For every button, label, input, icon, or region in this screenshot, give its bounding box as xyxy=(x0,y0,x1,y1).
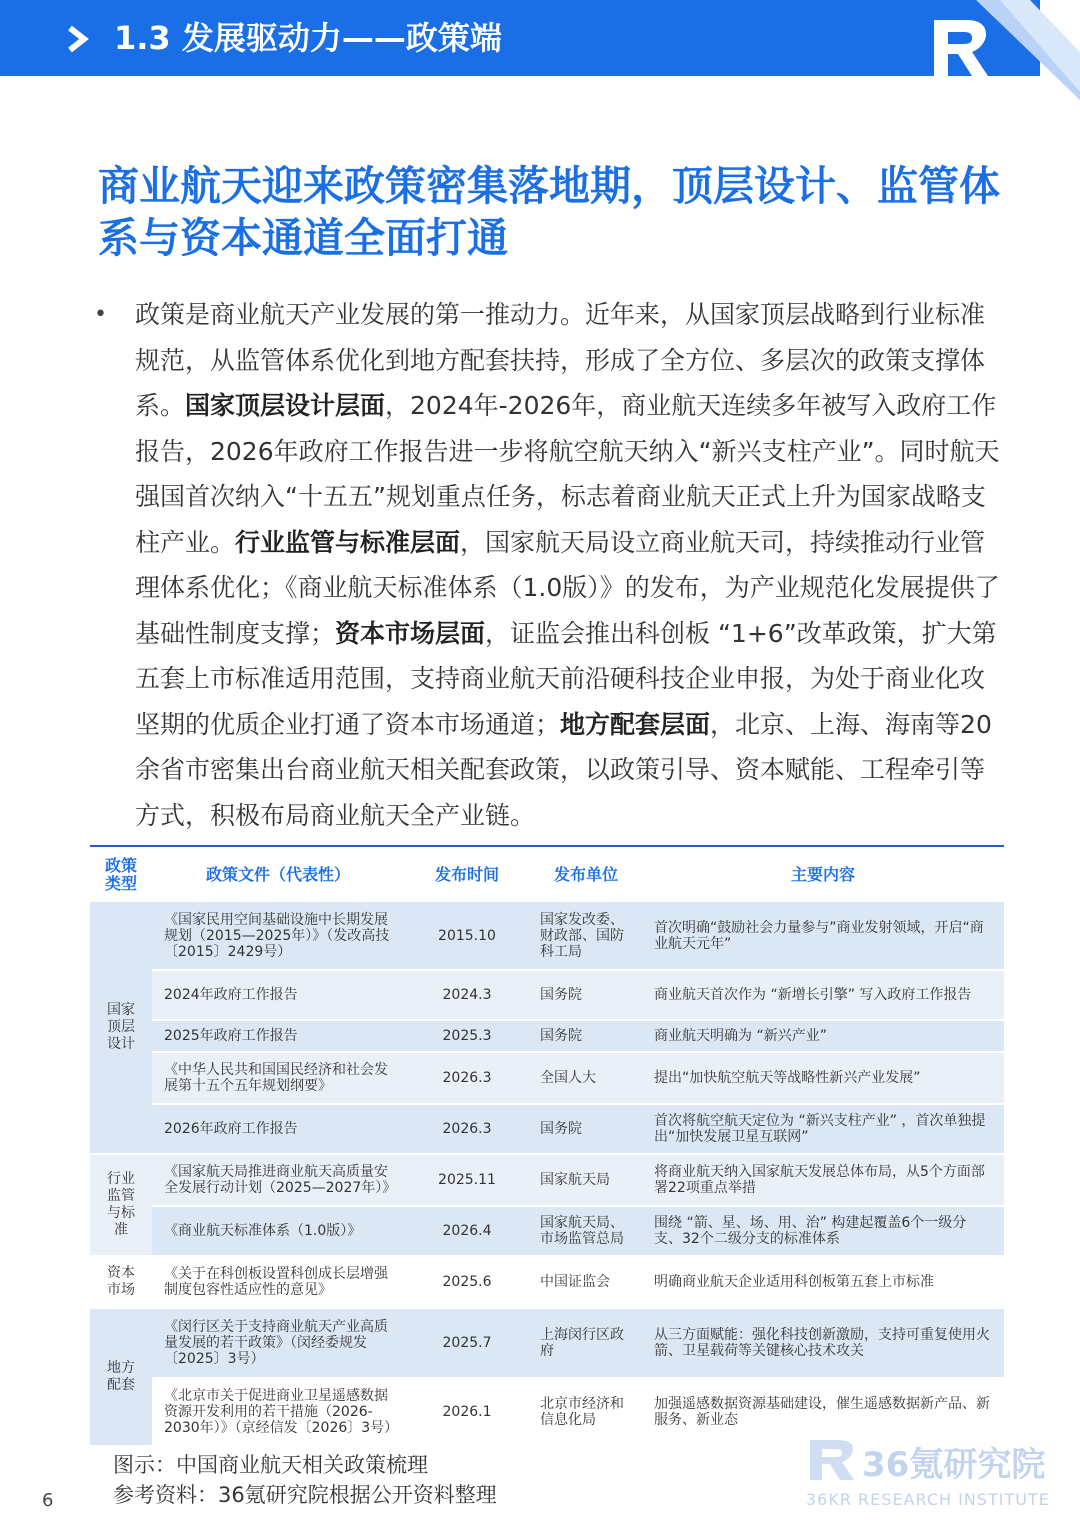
policy-type-cell: 国家 顶层 设计 xyxy=(90,902,152,1154)
table-row xyxy=(90,970,1004,1020)
page-number: 6 xyxy=(42,1490,54,1511)
policy-org-cell: 中国证监会 xyxy=(530,1256,642,1308)
policy-org-cell: 国家发改委、财政部、国防科工局 xyxy=(530,902,642,970)
body-emphasis: 地方配套层面 xyxy=(560,709,711,739)
policy-content-cell: 商业航天首次作为 “新增长引擎” 写入政府工作报告 xyxy=(642,970,1004,1020)
policy-date-cell: 2026.1 xyxy=(404,1378,530,1446)
section-title: 1.3 发展驱动力——政策端 xyxy=(114,19,502,57)
policy-type-cell: 行业 监管 与标 准 xyxy=(90,1154,152,1256)
body-emphasis: 资本市场层面 xyxy=(335,618,486,648)
policy-content-cell: 商业航天明确为 “新兴产业” xyxy=(642,1020,1004,1052)
column-header-org: 发布单位 xyxy=(553,864,618,884)
table-row xyxy=(90,902,1004,970)
body-text: 政策是商业航天产业发展的第一推动力。近年来，从国家顶层战略到行业标准规范，从监管体系优化到地方配套扶持，形成了全方位、多层次的政策支撑体系。 xyxy=(135,300,986,420)
table-row xyxy=(90,1020,1004,1052)
body-emphasis: 国家顶层设计层面 xyxy=(185,391,386,420)
body-emphasis: 行业监管与标准层面 xyxy=(235,527,461,557)
policy-date-cell: 2025.3 xyxy=(404,1020,530,1052)
body-text: ，北京、上海、海南等20余省市密集出台商业航天相关配套政策，以政策引导、资本赋能、工程牵引等方式，积极布局商业航天全产业链。 xyxy=(135,709,992,830)
policy-date-cell: 2024.3 xyxy=(404,970,530,1020)
table-row xyxy=(90,1308,1004,1378)
bullet-point: • xyxy=(94,302,107,327)
policy-content-cell: 从三方面赋能：强化科技创新激励，支持可重复使用火箭、卫星载荷等关键核心技术攻关 xyxy=(642,1308,1004,1378)
body-text: ，证监会推出科创板 “1+6”改革政策，扩大第五套上市标准适用范围，支持商业航天前沿硬科技企业申报，为处于商业化攻坚期的优质企业打通了资本市场通道； xyxy=(135,618,997,739)
policy-content-cell: 加强遥感数据资源基础建设，催生遥感数据新产品、新服务、新业态 xyxy=(642,1378,1004,1446)
policy-org-cell: 国务院 xyxy=(530,970,642,1020)
36kr-r-logo-icon xyxy=(900,0,1080,100)
policy-type-cell: 资本 市场 xyxy=(90,1256,152,1308)
table-row xyxy=(90,1154,1004,1206)
policy-content-cell: 首次将航空航天定位为 “新兴支柱产业” ，首次单独提出“加快发展卫星互联网” xyxy=(642,1104,1004,1154)
policy-type-cell: 地方 配套 xyxy=(90,1308,152,1446)
table-row xyxy=(90,1052,1004,1104)
policy-date-cell: 2026.3 xyxy=(404,1052,530,1104)
policy-content-cell: 提出“加快航空航天等战略性新兴产业发展” xyxy=(642,1052,1004,1104)
table-row xyxy=(90,1104,1004,1154)
policy-content-cell: 明确商业航天企业适用科创板第五套上市标准 xyxy=(642,1256,1004,1308)
policy-date-cell: 2026.3 xyxy=(404,1104,530,1154)
policy-org-cell: 国家航天局 xyxy=(530,1154,642,1206)
column-header-content: 主要内容 xyxy=(790,864,855,884)
policy-doc-cell: 2026年政府工作报告 xyxy=(152,1104,404,1154)
body-paragraph xyxy=(135,292,1005,838)
body-text: ，2024年-2026年，商业航天连续多年被写入政府工作报告，2026年政府工作报告进一步将航空航天纳入“新兴支柱产业”。同时航天强国首次纳入“十五五”规划重点任务，标志着商业航天正式上升为国家战略支柱产业。 xyxy=(135,391,1000,557)
watermark-subtitle: 36KR RESEARCH INSTITUTE xyxy=(806,1490,1050,1509)
policy-date-cell: 2025.7 xyxy=(404,1308,530,1378)
policy-doc-cell: 《闵行区关于支持商业航天产业高质量发展的若干政策》（闵经委规发〔2025〕3号） xyxy=(152,1308,404,1378)
policy-doc-cell: 《北京市关于促进商业卫星遥感数据资源开发利用的若干措施（2026-2030年）》（京经信发〔2026〕3号） xyxy=(152,1378,404,1446)
policy-date-cell: 2026.4 xyxy=(404,1206,530,1256)
figure-caption: 图示：中国商业航天相关政策梳理 xyxy=(113,1453,428,1477)
policy-date-cell: 2025.6 xyxy=(404,1256,530,1308)
policy-content-cell: 将商业航天纳入国家航天发展总体布局，从5个方面部署22项重点举措 xyxy=(642,1154,1004,1206)
table-header-row xyxy=(90,846,1004,902)
column-header-doc: 政策文件（代表性） xyxy=(205,864,350,884)
policy-org-cell: 上海闵行区政府 xyxy=(530,1308,642,1378)
column-header-date: 发布时间 xyxy=(434,864,499,884)
table-row xyxy=(90,1256,1004,1308)
policy-content-cell: 围绕 “箭、星、场、用、治” 构建起覆盖6个一级分支、32个二级分支的标准体系 xyxy=(642,1206,1004,1256)
main-title: 商业航天迎来政策密集落地期，顶层设计、监管体系与资本通道全面打通 xyxy=(98,162,1000,262)
policy-doc-cell: 2024年政府工作报告 xyxy=(152,970,404,1020)
policy-org-cell: 国务院 xyxy=(530,1104,642,1154)
body-text: ，国家航天局设立商业航天司，持续推动行业管理体系优化；《商业航天标准体系（1.0版）》的发布，为产业规范化发展提供了基础性制度支撑； xyxy=(135,527,1000,648)
policy-doc-cell: 《商业航天标准体系（1.0版）》 xyxy=(152,1206,404,1256)
policy-org-cell: 国家航天局、市场监管总局 xyxy=(530,1206,642,1256)
chevron-right-icon xyxy=(64,22,94,56)
policy-date-cell: 2015.10 xyxy=(404,902,530,970)
policy-org-cell: 国务院 xyxy=(530,1020,642,1052)
policy-doc-cell: 《关于在科创板设置科创成长层增强制度包容性适应性的意见》 xyxy=(152,1256,404,1308)
watermark-name: 36氪研究院 xyxy=(862,1445,1046,1485)
policy-doc-cell: 《中华人民共和国国民经济和社会发展第十五个五年规划纲要》 xyxy=(152,1052,404,1104)
policy-doc-cell: 《国家民用空间基础设施中长期发展规划（2015—2025年）》（发改高技〔2015〕2429号） xyxy=(152,902,404,970)
policy-org-cell: 全国人大 xyxy=(530,1052,642,1104)
policy-date-cell: 2025.11 xyxy=(404,1154,530,1206)
policy-content-cell: 首次明确“鼓励社会力量参与”商业发射领域，开启“商业航天元年” xyxy=(642,902,1004,970)
policy-table xyxy=(90,845,1004,1447)
policy-doc-cell: 《国家航天局推进商业航天高质量安全发展行动计划（2025—2027年）》 xyxy=(152,1154,404,1206)
policy-doc-cell: 2025年政府工作报告 xyxy=(152,1020,404,1052)
policy-org-cell: 北京市经济和信息化局 xyxy=(530,1378,642,1446)
figure-source: 参考资料：36氪研究院根据公开资料整理 xyxy=(113,1483,497,1507)
column-header-type: 政策 类型 xyxy=(104,855,137,893)
table-row xyxy=(90,1206,1004,1256)
